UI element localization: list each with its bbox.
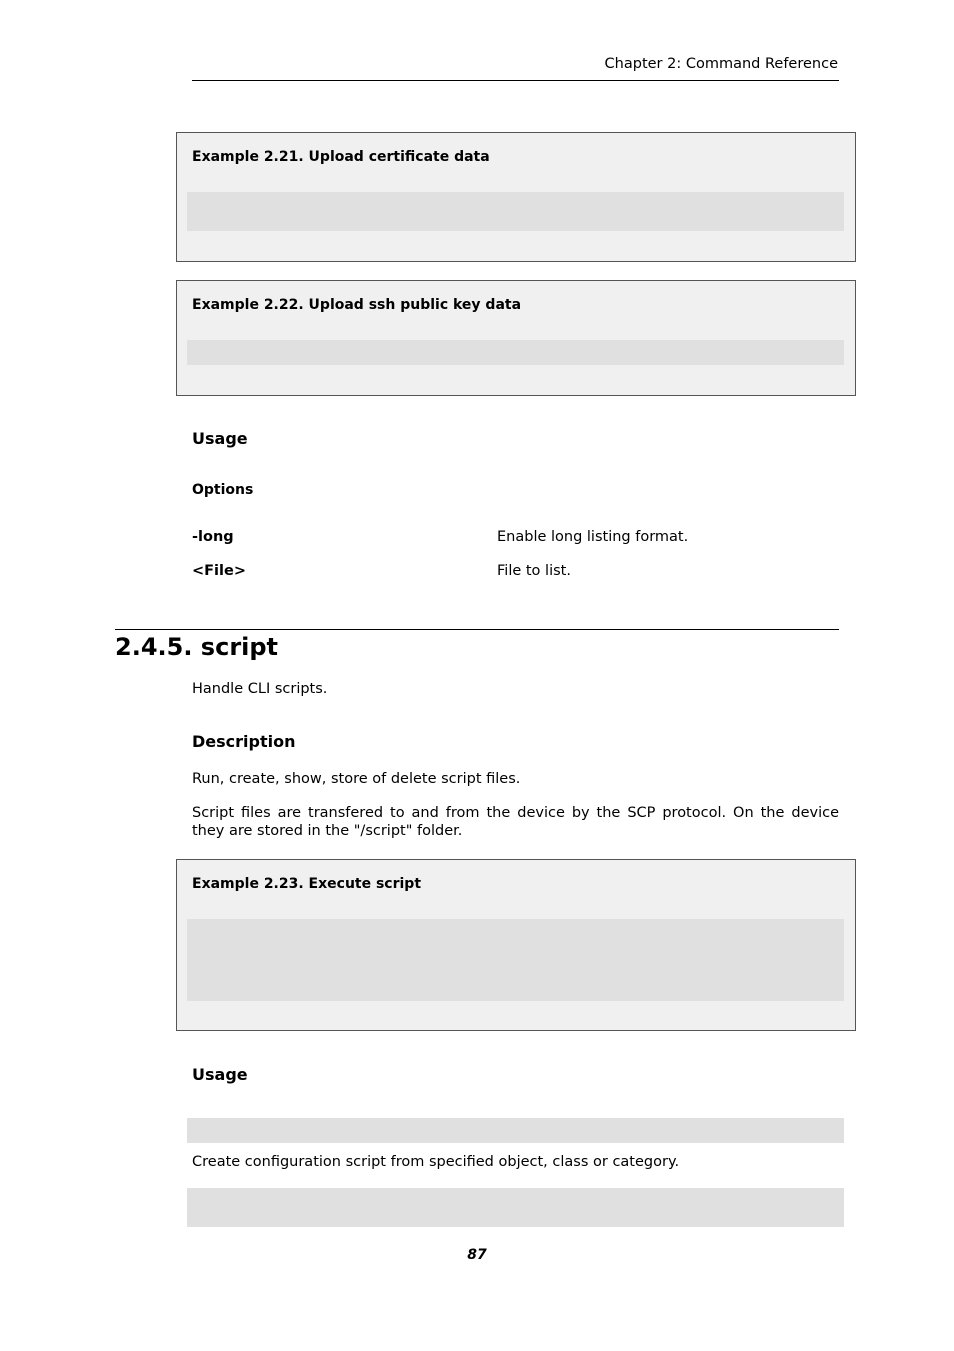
code-block <box>187 1118 844 1143</box>
example-2-22 <box>176 280 856 396</box>
usage-text: Create configuration script from specified object, class or category. <box>192 1154 680 1170</box>
option-name: -long <box>192 529 234 545</box>
example-2-23 <box>176 859 856 1031</box>
description-text: Script files are transfered to and from the device by the SCP protocol. On the device they are stored in the "/script" folder. <box>192 805 839 839</box>
section-divider <box>115 629 839 630</box>
example-title: Example 2.21. Upload certificate data <box>192 149 490 165</box>
code-block <box>187 919 844 1001</box>
example-2-21 <box>176 132 856 262</box>
code-block <box>187 192 844 231</box>
example-title: Example 2.22. Upload ssh public key data <box>192 297 522 313</box>
section-summary: Handle CLI scripts. <box>192 681 328 697</box>
option-description: File to list. <box>497 563 571 579</box>
example-title: Example 2.23. Execute script <box>192 876 422 892</box>
usage-heading: Usage <box>192 1065 248 1084</box>
options-heading: Options <box>192 482 254 498</box>
code-block <box>187 340 844 365</box>
code-block <box>187 1188 844 1227</box>
running-header: Chapter 2: Command Reference <box>604 56 838 72</box>
description-heading: Description <box>192 732 296 751</box>
option-name: <File> <box>192 563 246 579</box>
description-text: Run, create, show, store of delete script files. <box>192 771 521 787</box>
section-title: 2.4.5. script <box>115 633 279 661</box>
page-number: 87 <box>467 1247 487 1263</box>
header-divider <box>192 80 839 81</box>
usage-heading: Usage <box>192 429 248 448</box>
option-description: Enable long listing format. <box>497 529 689 545</box>
